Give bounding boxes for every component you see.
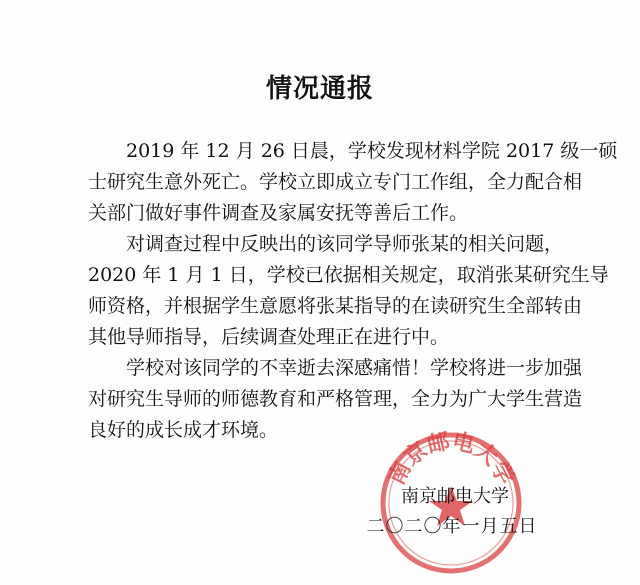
issuer-name: 南京邮电大学 — [401, 486, 509, 507]
issue-date: 二〇二〇年一月五日 — [366, 516, 538, 537]
paragraph-line: 士研究生意外死亡。学校立即成立专门工作组，全力配合相 — [88, 171, 583, 193]
paragraph-line: 关部门做好事件调查及家属安抚等善后工作。 — [88, 202, 469, 224]
document-body — [88, 136, 618, 446]
paragraph-line: 学校对该同学的不幸逝去深感痛惜！学校将进一步加强 — [88, 357, 583, 379]
paragraph-line: 其他导师指导，后续调查处理正在进行中。 — [88, 326, 450, 348]
paragraph-line: 对研究生导师的师德教育和严格管理，全力为广大学生营造 — [88, 388, 583, 410]
seal-text: 南京邮电大学 — [384, 429, 518, 489]
paragraph-line: 2020 年 1 月 1 日，学校已依据相关规定，取消张某研究生导 — [88, 264, 609, 286]
paragraph-line: 良好的成长成才环境。 — [88, 419, 279, 441]
document-title: 情况通报 — [265, 74, 374, 104]
paragraph-line: 2019 年 12 月 26 日晨，学校发现材料学院 2017 级一硕 — [88, 140, 618, 162]
paragraph-1 — [88, 136, 618, 229]
paragraph-2 — [88, 229, 609, 353]
paragraph-line: 师资格，并根据学生意愿将张某指导的在读研究生全部转由 — [88, 295, 583, 317]
paragraph-line: 对调查过程中反映出的该同学导师张某的相关问题， — [88, 233, 564, 255]
